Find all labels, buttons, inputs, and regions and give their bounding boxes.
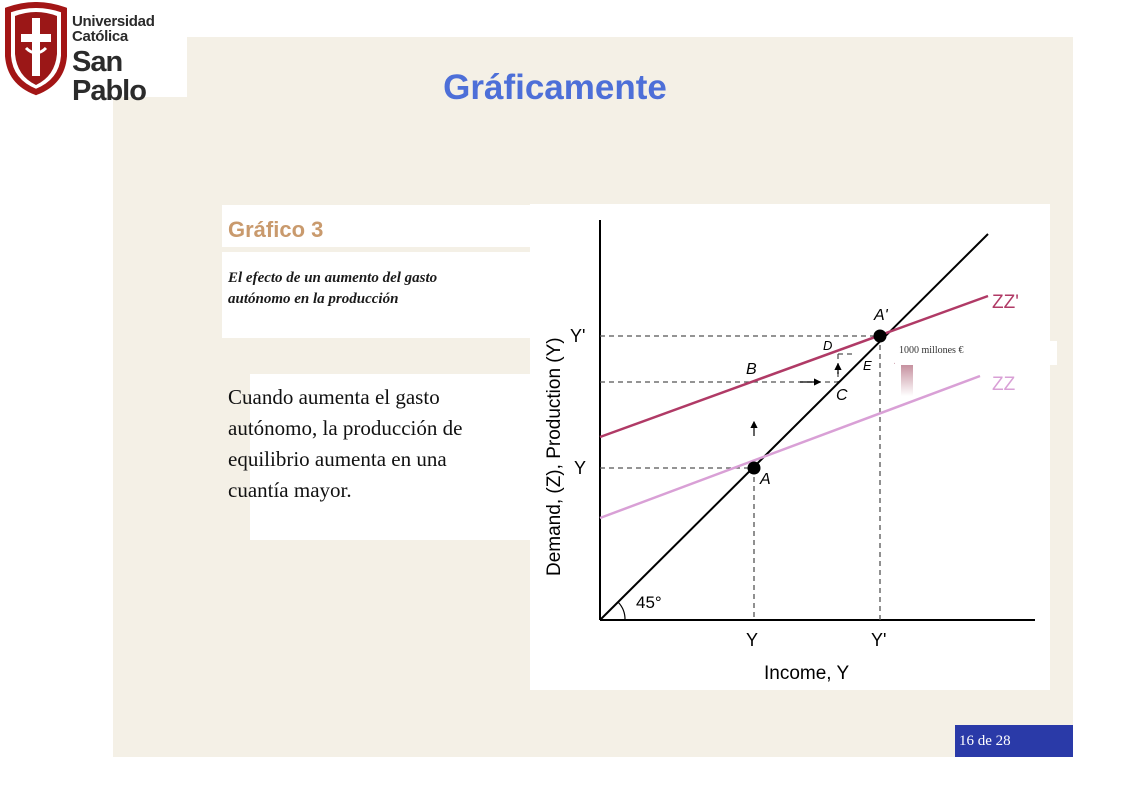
x-tick-y: Y [746, 630, 759, 650]
logo-line2: San Pablo [72, 46, 146, 107]
y-axis-title: Demand, (Z), Production (Y) [544, 337, 565, 576]
label-a: A [760, 471, 771, 488]
logo-line1: Universidad Católica [72, 13, 155, 45]
label-d: D [823, 338, 833, 353]
forty-five-degree-line [600, 234, 988, 620]
label-e: E [863, 358, 872, 373]
page-title: Gráficamente [443, 68, 667, 107]
zz-line [600, 376, 980, 518]
y-tick-y: Y [574, 458, 587, 478]
page-number: 16 de 28 [955, 725, 1073, 757]
zz-prime-label: ZZ' [992, 292, 1019, 313]
label-c: C [836, 387, 848, 404]
chart-container [530, 204, 1050, 690]
point-a [748, 462, 761, 475]
zz-prime-line [600, 296, 988, 437]
label-b: B [746, 361, 757, 378]
y-tick-y-prime: Y' [570, 326, 586, 346]
label-a-prime: A' [874, 307, 888, 324]
annotation-text: 1000 millones € [899, 345, 964, 356]
body-text: Cuando aumenta el gasto autónomo, la producción de equilibrio aumenta en una cuantía mayor. [228, 385, 463, 502]
keynesian-cross-chart [530, 204, 1050, 690]
point-a-prime [874, 330, 887, 343]
zz-label: ZZ [992, 374, 1016, 395]
angle-arc [618, 602, 625, 620]
figure-caption: El efecto de un aumento del gasto autónomo en la producción [228, 270, 438, 307]
angle-label: 45° [636, 593, 662, 612]
figure-title: Gráfico 3 [228, 217, 324, 242]
x-axis-title: Income, Y [764, 663, 850, 684]
x-tick-y-prime: Y' [871, 630, 887, 650]
